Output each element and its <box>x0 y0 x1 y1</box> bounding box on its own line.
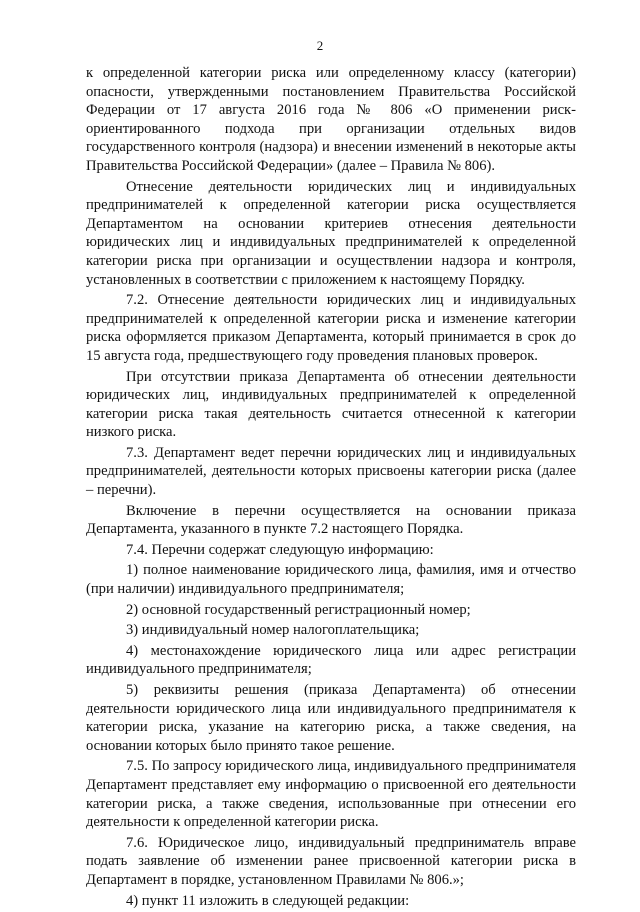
paragraph: 7.4. Перечни содержат следующую информацию: <box>126 541 434 558</box>
document-body <box>86 64 576 912</box>
paragraph: 4) пункт 11 изложить в следующей редакции: <box>126 892 410 909</box>
list-item: 5) реквизиты решения (приказа Департамента) об отнесении деятельности юридического лица или индивидуального предпринимателя к категории риска, указание на категорию риска, а также сведения, на основании которых было принято такое решение. <box>86 682 576 754</box>
paragraph: 7.3. Департамент ведет перечни юридических лиц и индивидуальных предпринимателей, деятельности которых присвоены категории риска (далее – перечни). <box>86 444 576 499</box>
list-item: 3) индивидуальный номер налогоплательщика; <box>126 622 420 639</box>
paragraph: 7.5. По запросу юридического лица, индивидуального предпринимателя Департамент представляет ему информацию о присвоенной его деятельности категории риска, а также сведения, использованные при отнесении его деятельности к определенной категории риска. <box>86 758 576 831</box>
page-number: 2 <box>316 38 324 53</box>
paragraph: Отнесение деятельности юридических лиц и индивидуальных предпринимателей к определенной категории риска осуществляется Департаментом на основании критериев отнесения деятельности юридических лиц и индивидуальных предпринимателей к определенной категории риска при организации и осуществлении надзора и контроля, установленных в соответствии с приложением к настоящему Порядку. <box>86 178 576 288</box>
paragraph: 7.2. Отнесение деятельности юридических лиц и индивидуальных предпринимателей к определенной категории риска и изменение категории риска оформляется приказом Департамента, который принимается в срок до 15 августа года, предшествующего году проведения плановых проверок. <box>86 292 576 364</box>
paragraph: Включение в перечни осуществляется на основании приказа Департамента, указанного в пункте 7.2 настоящего Порядка. <box>86 502 576 538</box>
list-item: 1) полное наименование юридического лица, фамилия, имя и отчество (при наличии) индивидуального предпринимателя; <box>86 562 576 598</box>
list-item: 4) местонахождение юридического лица или адрес регистрации индивидуального предпринимателя; <box>86 642 576 678</box>
paragraph: 7.6. Юридическое лицо, индивидуальный предприниматель вправе подать заявление об изменении ранее присвоенной категории риска в Департамент в порядке, установленном Правилами № 806.»; <box>86 834 576 888</box>
paragraph: к определенной категории риска или определенному классу (категории) опасности, утвержденными постановлением Правительства Российской Федерации от 17 августа 2016 года № 806 «О применении риск-ориентированного подхода при организации отдельных видов государственного контроля (надзора) и внесении изменений в некоторые акты Правительства Российской Федерации» (далее – Правила № 806). <box>86 65 576 174</box>
paragraph: При отсутствии приказа Департамента об отнесении деятельности юридических лиц, индивидуальных предпринимателей к определенной категории риска такая деятельность считается отнесенной к категории низкого риска. <box>86 368 576 441</box>
list-item: 2) основной государственный регистрационный номер; <box>126 601 471 618</box>
